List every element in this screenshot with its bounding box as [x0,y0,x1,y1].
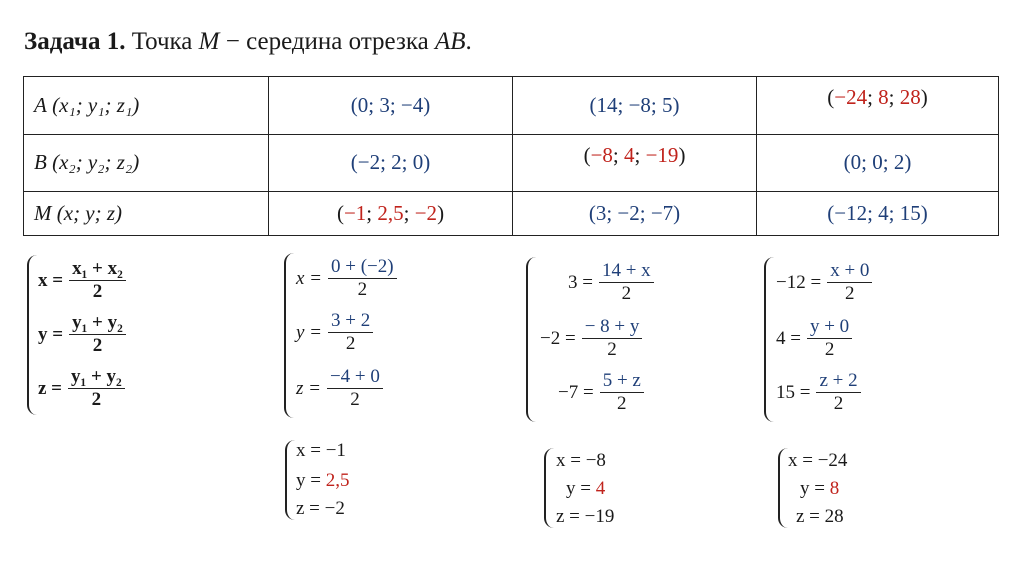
sys3-row-3: 15 = $\frac{z + 2}{2}$ [776,370,861,415]
res3-z: z = 28 [796,506,844,527]
res1-z: z = −2 [296,498,345,519]
sys3-row-2: 4 = $\frac{y + 0}{2}$ [776,316,852,361]
cell-a-3: (−24; 8; 28) [757,77,999,135]
cell-m-2: (3; −2; −7) [513,192,757,236]
point-b: B [34,150,47,175]
cell-b-1: (−2; 2; 0) [269,134,513,192]
title-end: . [465,28,472,55]
res3-y: y = 8 [800,478,840,499]
point-m: M [34,201,52,225]
formula-row-z: z = $\frac{\text{y₁ + y₂}}{2}$ [38,366,125,411]
sys1-row-y: y = $\frac{3 + 2}{2}$ [296,310,373,355]
cell-b-2: (−8; 4; −19) [513,134,757,192]
cell-a-2: (14; −8; 5) [513,77,757,135]
point-a: A [34,92,47,117]
sys2-row-3: −7 = $\frac{5 + z}{2}$ [558,370,644,415]
title-text-pre: Точка [131,28,193,55]
sys2-row-1: 3 = $\frac{14 + x}{2}$ [568,260,654,305]
title-segment: AB [434,28,466,55]
table-row-b [24,134,999,192]
coords-m: (x; y; z) [56,201,123,225]
formula-row-x: x = $\frac{\text{x₁ + x₂}}{2}$ [38,258,126,303]
cell-b-3: (0; 0; 2) [757,134,999,192]
sys3-row-1: −12 = $\frac{x + 0}{2}$ [776,260,872,305]
brace-res2 [544,448,556,528]
coordinates-table [23,76,999,236]
cell-a-1: (0; 3; −4) [269,77,513,135]
row-header-b [24,134,269,192]
sys1-row-z: z = $\frac{-4 + 0}{2}$ [296,366,383,411]
row-header-a [24,77,269,135]
table-row-a [24,77,999,135]
cell-m-3: (−12; 4; 15) [757,192,999,236]
res1-y: y = 2,5 [296,470,350,491]
res2-z: z = −19 [556,506,615,527]
coords-b: (x₂; y₂; z₂) [52,150,140,175]
brace-sys2 [526,257,538,422]
sys1-row-x: x = $\frac{0 + (-2)}{2}$ [296,256,397,301]
cell-m-1: (−1; 2,5; −2) [269,192,513,236]
coords-a: (x₁; y₁; z₁) [52,92,140,117]
res2-y: y = 4 [566,478,606,499]
res1-x: x = −1 [296,440,346,461]
row-header-m [24,192,269,236]
brace-sys1 [284,253,296,418]
title-point: M [198,28,220,55]
table-row-m [24,192,999,236]
title-text-mid: − середина отрезка [225,28,429,55]
task-title [24,28,472,56]
brace-sys3 [764,257,776,422]
sys2-row-2: −2 = $\frac{- 8 + y}{2}$ [540,316,642,361]
task-label: Задача 1. [24,28,126,55]
formula-row-y: y = $\frac{\text{y₁ + y₂}}{2}$ [38,312,126,357]
res3-x: x = −24 [788,450,848,471]
res2-x: x = −8 [556,450,606,471]
